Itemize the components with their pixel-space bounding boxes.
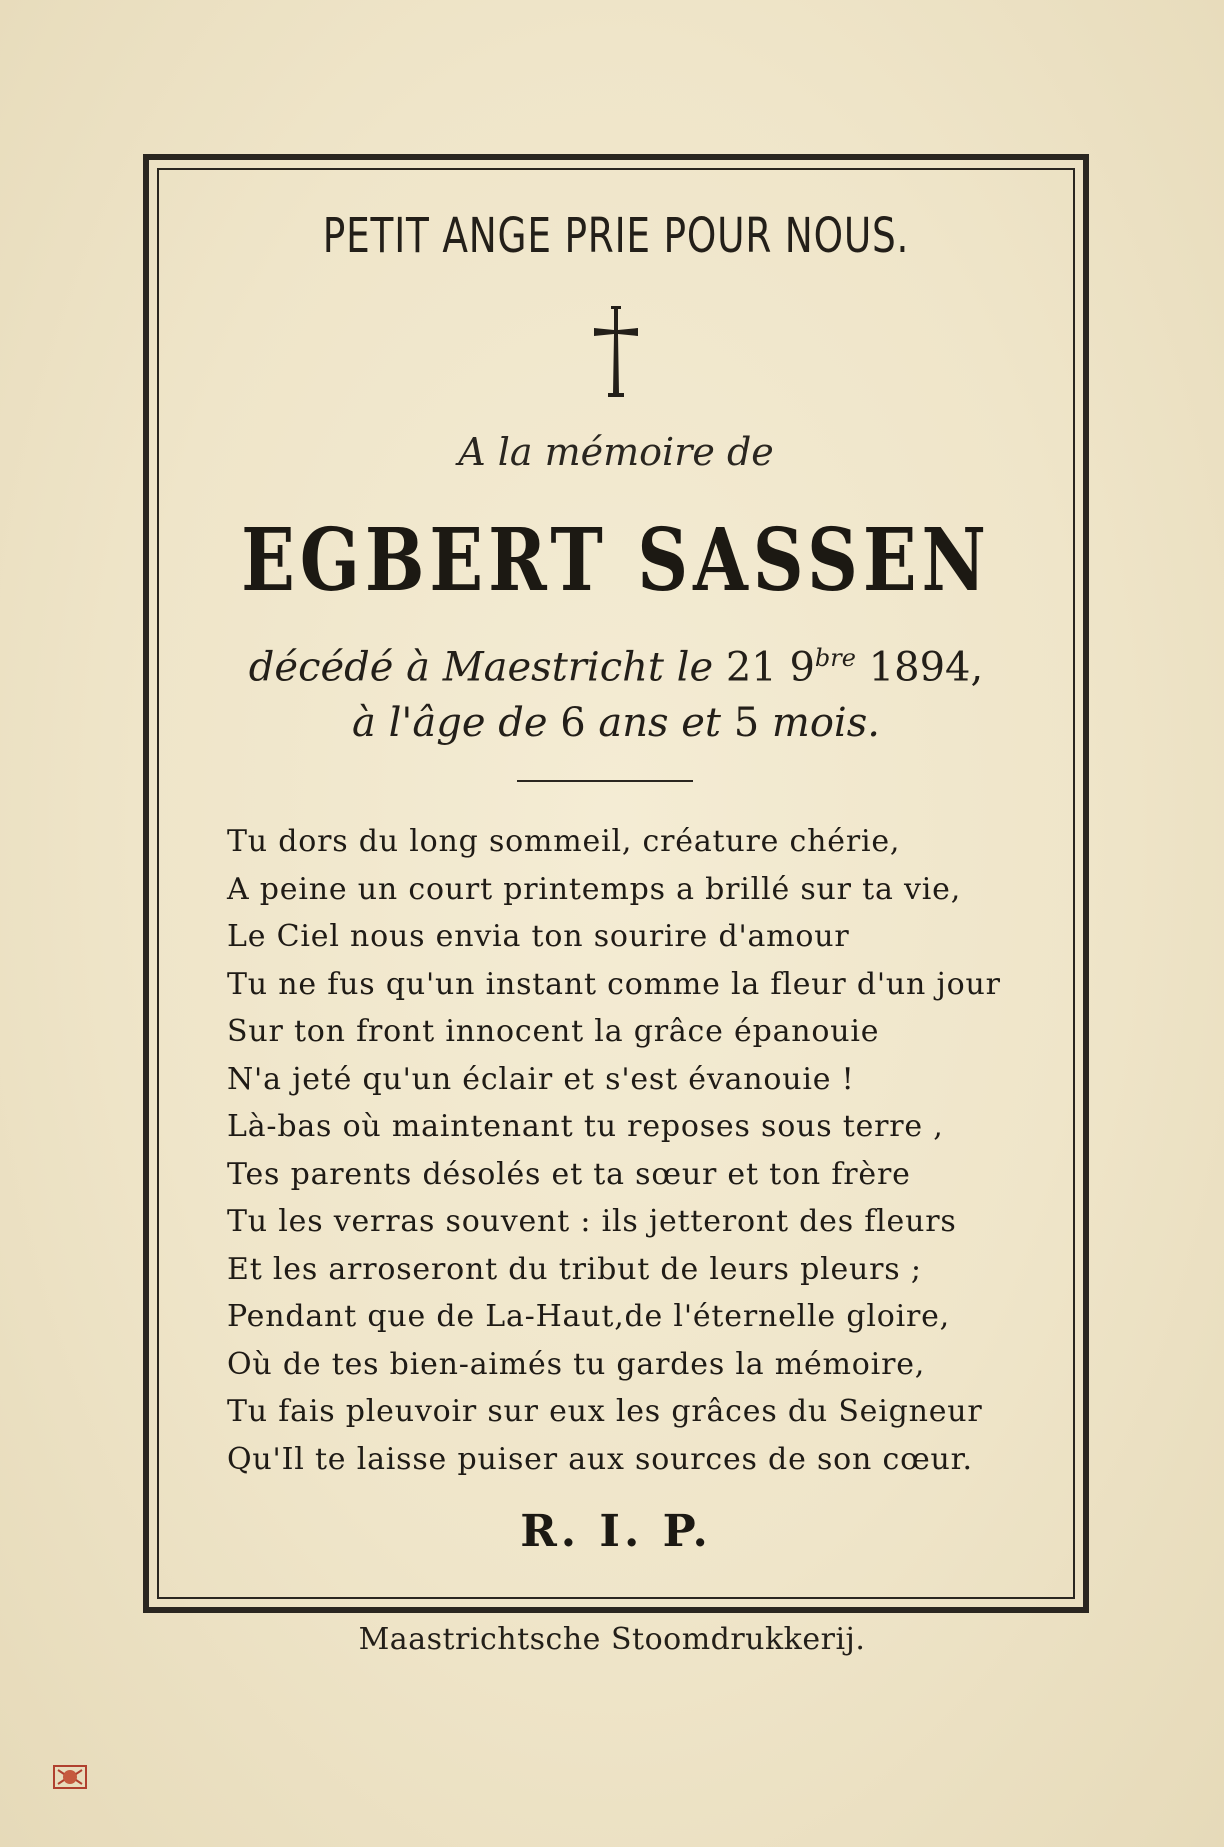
divider-rule xyxy=(517,780,693,782)
poem-line: Pendant que de La-Haut,de l'éternelle gloire, xyxy=(227,1299,951,1334)
poem-line: Tu dors du long sommeil, créature chérie, xyxy=(227,824,901,859)
death-year: 1894, xyxy=(868,644,984,691)
poem-line: Qu'Il te laisse puiser aux sources de son cœur. xyxy=(227,1441,973,1477)
prayer-heading: PETIT ANGE PRIE POUR NOUS. xyxy=(322,208,910,264)
poem-line: Et les arroseront du tribut de leurs pleurs ; xyxy=(227,1251,922,1287)
poem-line: Tes parents désolés et ta sœur et ton frère xyxy=(227,1156,911,1192)
poem-line: Où de tes bien-aimés tu gardes la mémoire, xyxy=(227,1346,926,1382)
cross-icon xyxy=(588,304,644,400)
age-suffix: mois. xyxy=(771,700,880,747)
poem xyxy=(227,818,1047,1483)
poem-line: Le Ciel nous envia ton sourire d'amour xyxy=(227,919,850,954)
death-details xyxy=(157,630,1075,751)
death-day: 21 xyxy=(725,644,777,691)
rip-mark: R. I. P. xyxy=(520,1506,712,1557)
death-month-suffix: bre xyxy=(814,644,856,672)
poem-line: Là-bas où maintenant tu reposes sous terre , xyxy=(227,1109,944,1144)
age-prefix: à l'âge de xyxy=(352,700,548,747)
card-content xyxy=(157,168,1075,1599)
death-date-line xyxy=(157,630,1075,695)
poem-line: Tu fais pleuvoir sur eux les grâces du Seigneur xyxy=(227,1394,983,1429)
death-month: 9 xyxy=(789,644,815,691)
age-middle: ans et xyxy=(598,700,722,747)
age-line xyxy=(157,695,1075,751)
stamp-icon xyxy=(50,1760,90,1794)
death-place-text: décédé à Maestricht le xyxy=(248,644,714,691)
age-years: 6 xyxy=(560,700,586,747)
poem-line: A peine un court printemps a brillé sur ta vie, xyxy=(227,871,962,907)
poem-line: Tu les verras souvent : ils jetteront des fleurs xyxy=(227,1204,957,1239)
poem-line: Sur ton front innocent la grâce épanouie xyxy=(227,1014,880,1049)
printer-credit: Maastrichtsche Stoomdrukkerij. xyxy=(358,1622,866,1657)
age-months: 5 xyxy=(733,700,760,747)
memory-line: A la mémoire de xyxy=(458,430,774,474)
deceased-name: EGBERT SASSEN xyxy=(241,510,991,611)
poem-line: Tu ne fus qu'un instant comme la fleur d'un jour xyxy=(227,966,1001,1002)
poem-line: N'a jeté qu'un éclair et s'est évanouie ! xyxy=(227,1061,855,1097)
